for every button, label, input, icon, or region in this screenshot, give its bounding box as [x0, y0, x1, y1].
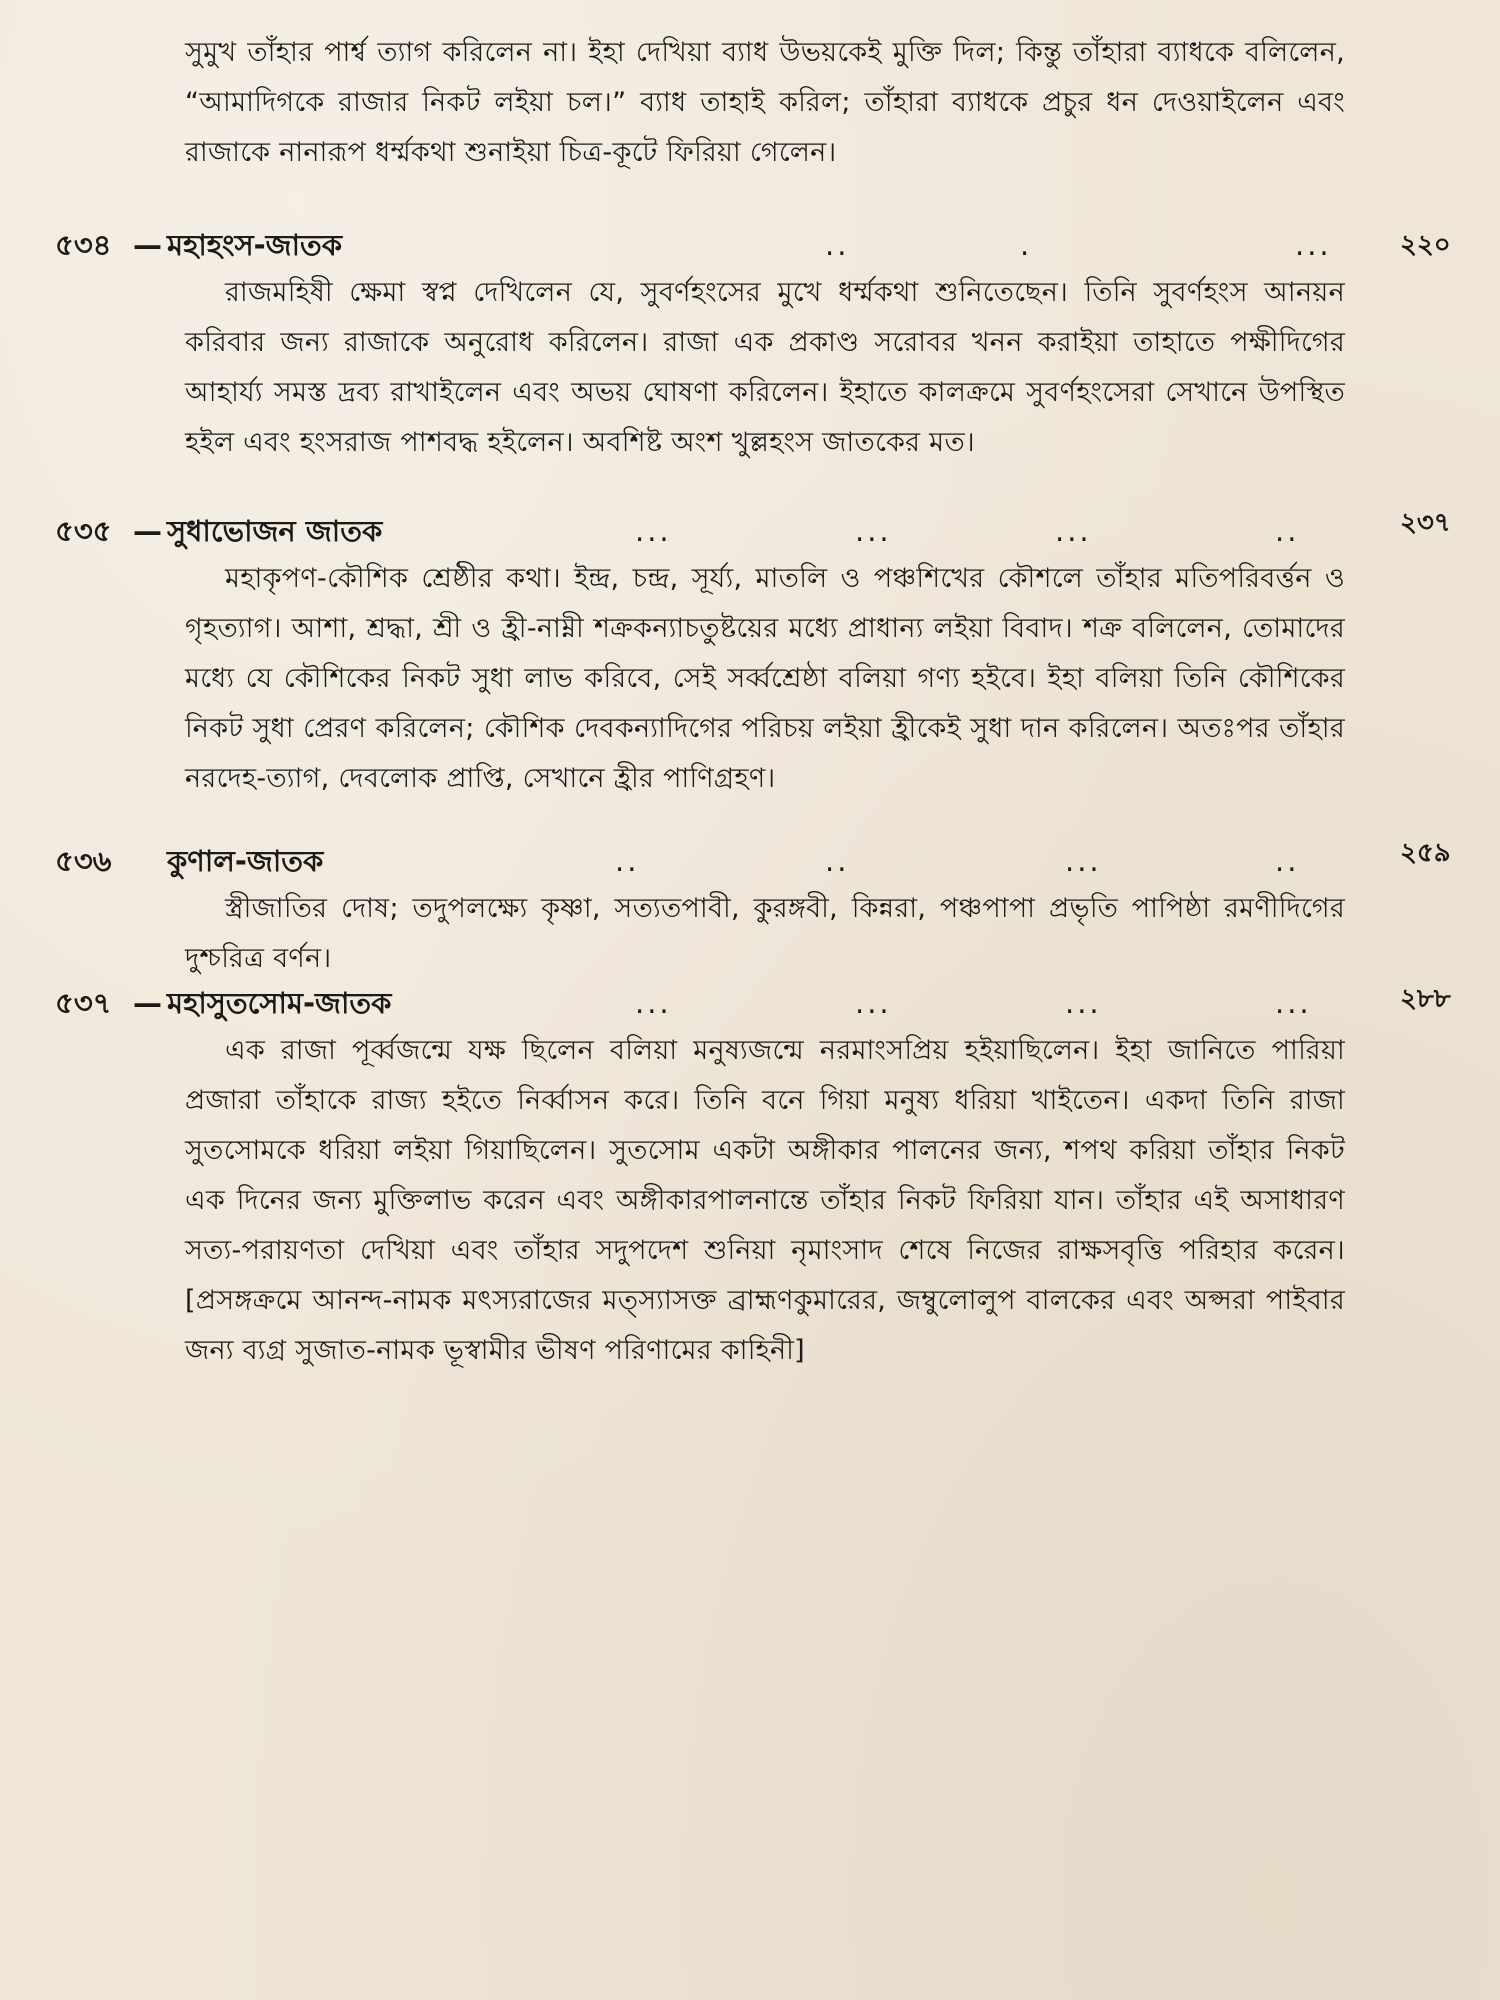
entry-title: মহাসুতসোম-জাতক [167, 986, 392, 1020]
entry-heading-536 [55, 838, 1355, 884]
entry-summary: স্ত্রীজাতির দোষ; তদুপলক্ষ্যে কৃষ্ণা, সত্যতপাবী, কুরঙ্গবী, কিন্নরা, পঞ্চপাপা প্রভৃতি পাপিষ্ঠা রমণীদিগের দুশ্চরিত্র বর্ণন। [185, 893, 1345, 974]
dot-leader: .. [825, 228, 850, 262]
dot-leader: ... [635, 986, 672, 1020]
entry-summary: মহাকৃপণ-কৌশিক শ্রেষ্ঠীর কথা। ইন্দ্র, চন্দ্র, সূর্য্য, মাতলি ও পঞ্চশিখের কৌশলে তাঁহার মতিপরিবর্ত্তন ও গৃহত্যাগ। আশা, শ্রদ্ধা, শ্রী ও হ্রী-নাম্নী শক্রকন্যাচতুষ্টয়ের মধ্যে প্রাধান্য লইয়া বিবাদ। শক্র বলিলেন, তোমাদের মধ্যে যে কৌশিকের নিকট সুধা লাভ করিবে, সেই সর্ব্বশ্রেষ্ঠা বলিয়া গণ্য হইবে। ইহা বলিয়া তিনি কৌশিকের নিকট সুধা প্রেরণ করিলেন; কৌশিক দেবকন্যাদিগের পরিচয় লইয়া হ্রীকেই সুধা দান করিলেন। অতঃপর তাঁহার নরদেহ-ত্যাগ, দেবলোক প্রাপ্তি, সেখানে হ্রীর পাণিগ্রহণ। [185, 563, 1345, 794]
dot-leader: ... [1065, 986, 1102, 1020]
dot-leader: .. [1275, 844, 1300, 878]
dot-leader: ... [1295, 228, 1332, 262]
dot-leader: .. [615, 844, 640, 878]
entry-heading-537 [55, 980, 1355, 1026]
page-reference: ২৫৯ [1400, 838, 1451, 868]
entry-number: ৫৩৫ [55, 514, 112, 548]
dot-leader: .. [1275, 514, 1300, 548]
entry-dash: — [133, 514, 162, 548]
dot-leader: ... [635, 514, 672, 548]
page-reference: ২২০ [1400, 230, 1451, 260]
entry-dash: — [133, 986, 162, 1020]
entry-number: ৫৩৬ [55, 844, 112, 878]
dot-leader: ... [1275, 986, 1312, 1020]
entry-summary: এক রাজা পূর্ব্বজন্মে যক্ষ ছিলেন বলিয়া মনুষ্যজন্মে নরমাংসপ্রিয় হইয়াছিলেন। ইহা জানিতে পারিয়া প্রজারা তাঁহাকে রাজ্য হইতে নির্ব্বাসন করে। তিনি বনে গিয়া মনুষ্য ধরিয়া খাইতেন। একদা তিনি রাজা সুতসোমকে ধরিয়া লইয়া গিয়াছিলেন। সুতসোম একটা অঙ্গীকার পালনের জন্য, শপথ করিয়া তাঁহার নিকট এক দিনের জন্য মুক্তিলাভ করেন এবং অঙ্গীকারপালনান্তে তাঁহার নিকট ফিরিয়া যান। তাঁহার এই অসাধারণ সত্য-পরায়ণতা দেখিয়া এবং তাঁহার সদুপদেশ শুনিয়া নৃমাংসাদ শেষে নিজের রাক্ষসবৃত্তি পরিহার করেন। [প্রসঙ্গক্রমে আনন্দ-নামক মৎস্যরাজের মত্স্যাসক্ত ব্রাহ্মণকুমারের, জম্বুলোলুপ বালকের এবং অপ্সরা পাইবার জন্য ব্যগ্র সুজাত-নামক ভূস্বামীর ভীষণ পরিণামের কাহিনী] [185, 1035, 1345, 1366]
intro-paragraph: সুমুখ তাঁহার পার্শ্ব ত্যাগ করিলেন না। ইহা দেখিয়া ব্যাধ উভয়কেই মুক্তি দিল; কিন্তু তাঁহারা ব্যাধকে বলিলেন, “আমাদিগকে রাজার নিকট লইয়া চল।” ব্যাধ তাহাই করিল; তাঁহারা ব্যাধকে প্রচুর ধন দেওয়াইলেন এবং রাজাকে নানারূপ ধর্ম্মকথা শুনাইয়া চিত্র-কূটে ফিরিয়া গেলেন। [185, 37, 1345, 168]
dot-leader: . [1020, 228, 1033, 262]
entry-summary: রাজমহিষী ক্ষেমা স্বপ্ন দেখিলেন যে, সুবর্ণহংসের মুখে ধর্ম্মকথা শুনিতেছেন। তিনি সুবর্ণহংস আনয়ন করিবার জন্য রাজাকে অনুরোধ করিলেন। রাজা এক প্রকাণ্ড সরোবর খনন করাইয়া তাহাতে পক্ষীদিগের আহার্য্য সমস্ত দ্রব্য রাখাইলেন এবং অভয় ঘোষণা করিলেন। ইহাতে কালক্রমে সুবর্ণহংসেরা সেখানে উপস্থিত হইল এবং হংসরাজ পাশবদ্ধ হইলেন। অবশিষ্ট অংশ খুল্লহংস জাতকের মত। [185, 277, 1345, 458]
dot-leader: ... [855, 514, 892, 548]
entry-heading-535 [55, 508, 1355, 554]
entry-number: ৫৩৪ [55, 228, 112, 262]
entry-number: ৫৩৭ [55, 986, 112, 1020]
dot-leader: ... [855, 986, 892, 1020]
entry-heading-534 [55, 222, 1355, 268]
dot-leader: ... [1055, 514, 1092, 548]
page-reference: ২৩৭ [1400, 508, 1451, 538]
page-reference: ২৮৮ [1400, 984, 1451, 1014]
dot-leader: .. [825, 844, 850, 878]
entry-title: কুণাল-জাতক [167, 844, 324, 878]
entry-title: মহাহংস-জাতক [167, 228, 343, 262]
entry-dash: — [133, 228, 162, 262]
entry-title: সুধাভোজন জাতক [167, 514, 383, 548]
dot-leader: ... [1065, 844, 1102, 878]
